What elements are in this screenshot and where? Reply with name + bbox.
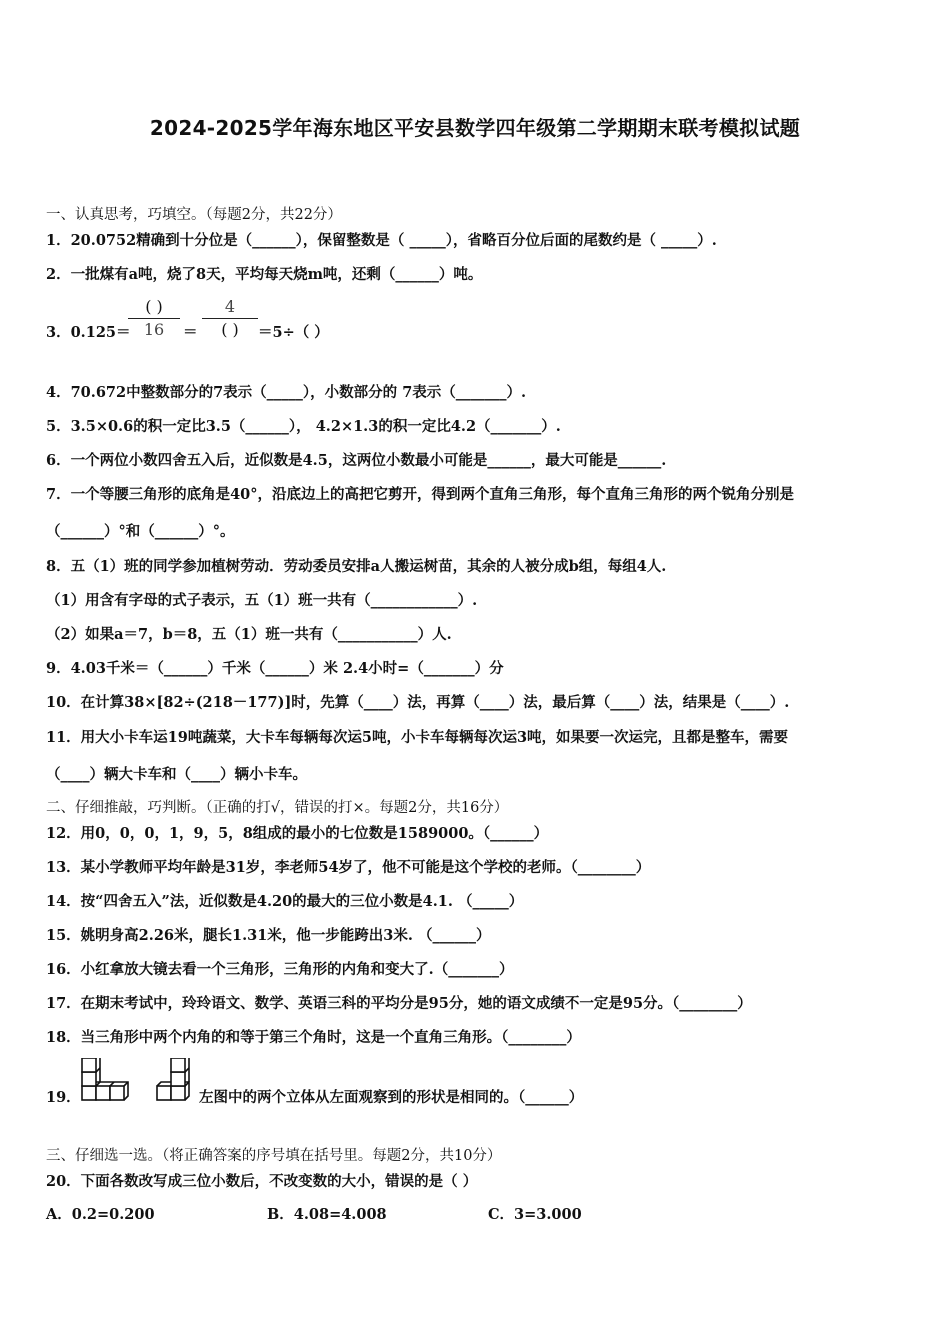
section-1-heading: 一、认真思考，巧填空。（每题2分，共22分）	[46, 207, 342, 223]
question-18: 18．当三角形中两个内角的和等于第三个角时，这是一个直角三角形。（________）	[46, 1029, 581, 1046]
section-2-heading: 二、仔细推敲，巧判断。（正确的打√，错误的打×。每题2分，共16分）	[46, 800, 509, 816]
question-3-prefix: 3．0.125＝	[46, 324, 131, 341]
question-8: 8．五（1）班的同学参加植树劳动．劳动委员安排a人搬运树苗，其余的人被分成b组，每组4人.	[46, 558, 667, 575]
option-a: A．0.2=0.200	[46, 1206, 155, 1223]
question-19-number: 19．	[46, 1089, 81, 1106]
question-9: 9．4.03千米＝（______）千米（______）米 2.4小时=（_______）分	[46, 660, 504, 677]
question-13: 13．某小学教师平均年龄是31岁，李老师54岁了，他不可能是这个学校的老师。（________）	[46, 859, 651, 876]
question-7-line-2: （______）°和（______）°。	[46, 523, 235, 540]
question-3-equals: ＝	[183, 324, 198, 341]
question-6: 6．一个两位小数四舍五入后，近似数是4.5，这两位小数最小可能是______，最大可能是______.	[46, 452, 667, 469]
page-title: 2024-2025学年海东地区平安县数学四年级第二学期期末联考模拟试题	[149, 116, 801, 140]
fraction-1-denominator: 16	[143, 320, 165, 339]
question-2: 2．一批煤有a吨，烧了8天，平均每天烧m吨，还剩（______）吨。	[46, 266, 483, 283]
option-c: C．3=3.000	[488, 1206, 582, 1223]
fraction-1-numerator: ( )	[145, 297, 163, 316]
question-19-text: 左图中的两个立体从左面观察到的形状是相同的。（______）	[199, 1089, 584, 1106]
question-5: 5．3.5×0.6的积一定比3.5（______）， 4.2×1.3的积一定比4.2（_______）.	[46, 418, 561, 435]
fraction-2-denominator: ( )	[221, 320, 239, 339]
question-11-line-2: （____）辆大卡车和（____）辆小卡车。	[46, 766, 307, 783]
cube-figure-left	[78, 1058, 134, 1104]
question-15: 15．姚明身高2.26米，腿长1.31米，他一步能跨出3米. （______）	[46, 927, 491, 944]
question-10: 10．在计算38×[82÷(218－177)]时，先算（____）法，再算（____）法，最后算（____）法，结果是（____）.	[46, 694, 790, 711]
option-b: B．4.08=4.008	[267, 1206, 387, 1223]
section-3-heading: 三、仔细选一选。（将正确答案的序号填在括号里。每题2分，共10分）	[46, 1148, 502, 1164]
question-4: 4．70.672中整数部分的7表示（_____），小数部分的 7表示（_______）.	[46, 384, 527, 401]
fraction-2-numerator: 4	[224, 297, 236, 316]
question-3-suffix: ＝5÷（ ）	[258, 324, 329, 341]
cube-figure-right	[155, 1058, 201, 1104]
question-3-fraction-1	[128, 296, 180, 341]
question-3-fraction-2	[202, 296, 258, 341]
question-1: 1．20.0752精确到十分位是（______），保留整数是（ _____），省略百分位后面的尾数约是（ _____）.	[46, 232, 717, 249]
question-11-line-1: 11．用大小卡车运19吨蔬菜，大卡车每辆每次运5吨，小卡车每辆每次运3吨，如果要一次运完，且都是整车，需要	[46, 729, 789, 746]
question-17: 17．在期末考试中，玲玲语文、数学、英语三科的平均分是95分，她的语文成绩不一定是95分。（________）	[46, 995, 752, 1012]
question-14: 14．按“四舍五入”法，近似数是4.20的最大的三位小数是4.1. （_____）	[46, 893, 524, 910]
question-20: 20．下面各数改写成三位小数后，不改变数的大小，错误的是（ ）	[46, 1173, 478, 1190]
question-16: 16．小红拿放大镜去看一个三角形，三角形的内角和变大了.（_______）	[46, 961, 514, 978]
question-8-part-1: （1）用含有字母的式子表示，五（1）班一共有（____________）.	[46, 592, 478, 609]
question-8-part-2: （2）如果a＝7，b＝8，五（1）班一共有（___________）人.	[46, 626, 452, 643]
question-12: 12．用0，0，0，1，9，5，8组成的最小的七位数是1589000。（______）	[46, 825, 549, 842]
question-7-line-1: 7．一个等腰三角形的底角是40°，沿底边上的高把它剪开，得到两个直角三角形，每个直角三角形的两个锐角分别是	[46, 486, 795, 503]
